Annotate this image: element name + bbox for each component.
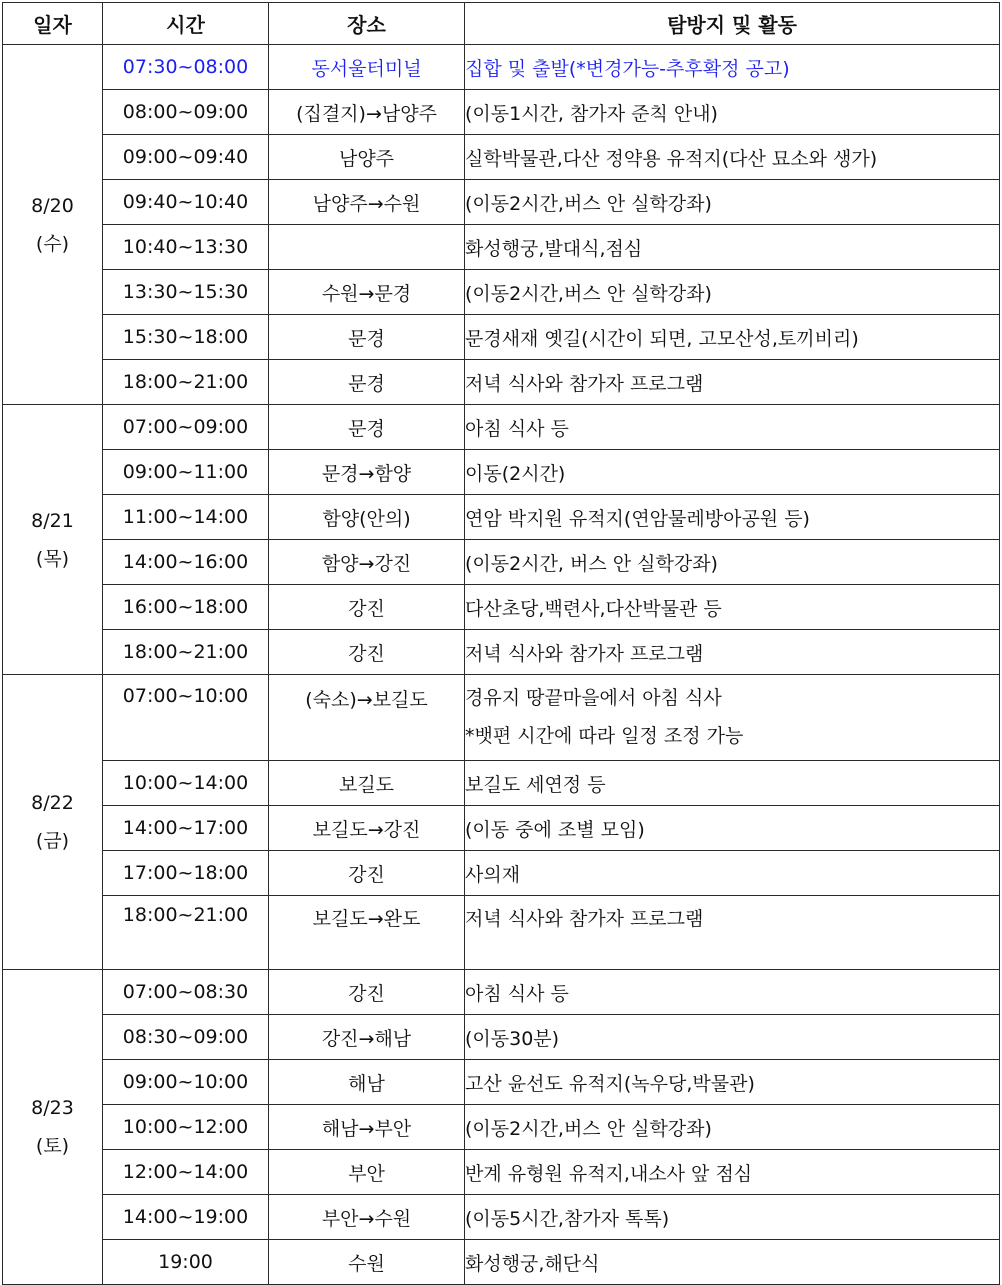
time-cell: 09:00~11:00	[103, 450, 269, 495]
activity-cell: 화성행궁,해단식	[465, 1240, 1000, 1285]
day-date-cell	[3, 45, 103, 405]
table-row	[3, 225, 1000, 270]
place-cell: 해남	[269, 1060, 465, 1105]
time-cell: 08:00~09:00	[103, 90, 269, 135]
time-cell: 16:00~18:00	[103, 585, 269, 630]
time-cell: 17:00~18:00	[103, 851, 269, 896]
day-date: 8/22	[31, 792, 74, 814]
activity-cell	[465, 675, 1000, 761]
day-date-cell	[3, 405, 103, 675]
time-cell: 09:00~09:40	[103, 135, 269, 180]
day-date-cell	[3, 970, 103, 1285]
day-weekday: (토)	[35, 1135, 70, 1157]
place-cell: 해남→부안	[269, 1105, 465, 1150]
table-row	[3, 1060, 1000, 1105]
place-cell: 남양주→수원	[269, 180, 465, 225]
activity-cell: 집합 및 출발(*변경가능-추후확정 공고)	[465, 45, 1000, 90]
time-cell: 12:00~14:00	[103, 1150, 269, 1195]
day-date-cell	[3, 675, 103, 970]
time-cell: 14:00~19:00	[103, 1195, 269, 1240]
table-row	[3, 405, 1000, 450]
activity-cell: 저녁 식사와 참가자 프로그램	[465, 360, 1000, 405]
time-cell: 08:30~09:00	[103, 1015, 269, 1060]
activity-cell: 저녁 식사와 참가자 프로그램	[465, 630, 1000, 675]
place-cell: 문경	[269, 360, 465, 405]
time-cell: 10:00~14:00	[103, 761, 269, 806]
place-cell: 문경	[269, 405, 465, 450]
place-cell: 부안	[269, 1150, 465, 1195]
place-cell: 부안→수원	[269, 1195, 465, 1240]
header-place: 장소	[269, 3, 465, 45]
activity-cell: (이동5시간,참가자 톡톡)	[465, 1195, 1000, 1240]
place-cell: 강진→해남	[269, 1015, 465, 1060]
place-cell: 수원→문경	[269, 270, 465, 315]
place-cell: 함양(안의)	[269, 495, 465, 540]
activity-cell: 화성행궁,발대식,점심	[465, 225, 1000, 270]
time-cell: 13:30~15:30	[103, 270, 269, 315]
time-cell: 09:40~10:40	[103, 180, 269, 225]
activity-cell: (이동2시간,버스 안 실학강좌)	[465, 180, 1000, 225]
table-row	[3, 45, 1000, 90]
day-date: 8/23	[31, 1097, 74, 1119]
place-cell: 수원	[269, 1240, 465, 1285]
time-cell: 18:00~21:00	[103, 360, 269, 405]
place-cell: 강진	[269, 970, 465, 1015]
activity-cell: 다산초당,백련사,다산박물관 등	[465, 585, 1000, 630]
table-row	[3, 1195, 1000, 1240]
place-cell: (집결지)→남양주	[269, 90, 465, 135]
time-cell: 07:00~09:00	[103, 405, 269, 450]
activity-cell: 보길도 세연정 등	[465, 761, 1000, 806]
activity-cell: (이동2시간,버스 안 실학강좌)	[465, 270, 1000, 315]
activity-note: *뱃편 시간에 따라 일정 조정 가능	[465, 725, 744, 747]
activity-cell: 저녁 식사와 참가자 프로그램	[465, 896, 1000, 970]
activity-cell: (이동30분)	[465, 1015, 1000, 1060]
table-row	[3, 135, 1000, 180]
table-row	[3, 540, 1000, 585]
table-row	[3, 1105, 1000, 1150]
table-row	[3, 630, 1000, 675]
time-cell: 11:00~14:00	[103, 495, 269, 540]
table-row	[3, 315, 1000, 360]
place-cell: 강진	[269, 630, 465, 675]
place-cell: 문경→함양	[269, 450, 465, 495]
place-cell: (숙소)→보길도	[269, 675, 465, 761]
place-cell: 강진	[269, 851, 465, 896]
activity-cell: 아침 식사 등	[465, 405, 1000, 450]
time-cell: 18:00~21:00	[103, 630, 269, 675]
table-row	[3, 851, 1000, 896]
activity-cell: 반계 유형원 유적지,내소사 앞 점심	[465, 1150, 1000, 1195]
table-row	[3, 675, 1000, 761]
table-row	[3, 270, 1000, 315]
activity-cell: (이동2시간, 버스 안 실학강좌)	[465, 540, 1000, 585]
table-row	[3, 1150, 1000, 1195]
day-weekday: (금)	[35, 830, 70, 852]
place-cell: 함양→강진	[269, 540, 465, 585]
header-activity: 탐방지 및 활동	[465, 3, 1000, 45]
table-row	[3, 1015, 1000, 1060]
activity-cell: 아침 식사 등	[465, 970, 1000, 1015]
header-time: 시간	[103, 3, 269, 45]
time-cell: 14:00~17:00	[103, 806, 269, 851]
activity-cell: 연암 박지원 유적지(연암물레방아공원 등)	[465, 495, 1000, 540]
place-cell: 보길도→완도	[269, 896, 465, 970]
place-cell: 강진	[269, 585, 465, 630]
schedule-table	[2, 2, 1000, 1285]
table-row	[3, 450, 1000, 495]
table-row	[3, 761, 1000, 806]
day-date: 8/20	[31, 194, 74, 217]
activity-cell: 이동(2시간)	[465, 450, 1000, 495]
header-date: 일자	[3, 3, 103, 45]
table-row	[3, 896, 1000, 970]
day-date: 8/21	[31, 509, 74, 532]
place-cell: 보길도	[269, 761, 465, 806]
time-cell: 18:00~21:00	[103, 896, 269, 970]
place-cell: 동서울터미널	[269, 45, 465, 90]
activity-cell: (이동 중에 조별 모임)	[465, 806, 1000, 851]
activity-cell: 실학박물관,다산 정약용 유적지(다산 묘소와 생가)	[465, 135, 1000, 180]
day-weekday: (수)	[35, 232, 70, 255]
place-cell: 남양주	[269, 135, 465, 180]
schedule-body	[3, 45, 1000, 1285]
table-row	[3, 360, 1000, 405]
activity-cell: (이동2시간,버스 안 실학강좌)	[465, 1105, 1000, 1150]
header-row	[3, 3, 1000, 45]
place-cell	[269, 225, 465, 270]
time-cell: 07:30~08:00	[103, 45, 269, 90]
time-cell: 07:00~10:00	[103, 675, 269, 761]
time-cell: 09:00~10:00	[103, 1060, 269, 1105]
activity-line: 경유지 땅끝마을에서 아침 식사	[465, 687, 722, 709]
table-row	[3, 585, 1000, 630]
table-row	[3, 970, 1000, 1015]
table-row	[3, 1240, 1000, 1285]
time-cell: 10:00~12:00	[103, 1105, 269, 1150]
table-row	[3, 806, 1000, 851]
time-cell: 07:00~08:30	[103, 970, 269, 1015]
place-cell: 문경	[269, 315, 465, 360]
time-cell: 15:30~18:00	[103, 315, 269, 360]
place-cell: 보길도→강진	[269, 806, 465, 851]
activity-cell: 고산 윤선도 유적지(녹우당,박물관)	[465, 1060, 1000, 1105]
table-row	[3, 180, 1000, 225]
time-cell: 10:40~13:30	[103, 225, 269, 270]
activity-cell: (이동1시간, 참가자 준칙 안내)	[465, 90, 1000, 135]
table-row	[3, 90, 1000, 135]
activity-cell: 사의재	[465, 851, 1000, 896]
table-row	[3, 495, 1000, 540]
day-weekday: (목)	[35, 547, 70, 570]
activity-cell: 문경새재 옛길(시간이 되면, 고모산성,토끼비리)	[465, 315, 1000, 360]
time-cell: 14:00~16:00	[103, 540, 269, 585]
time-cell: 19:00	[103, 1240, 269, 1285]
